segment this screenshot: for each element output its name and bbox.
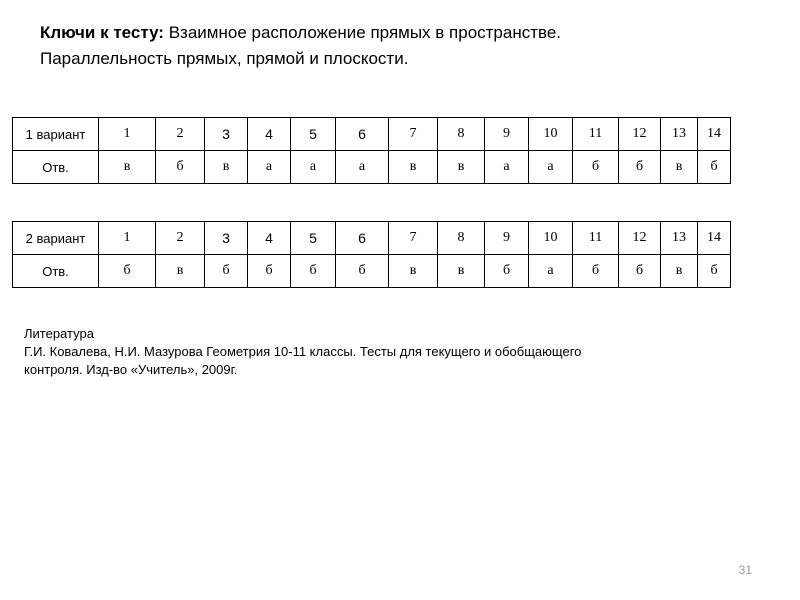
question-number: 5: [291, 118, 336, 151]
answer-cell: б: [156, 151, 205, 184]
question-number: 1: [99, 118, 156, 151]
table-row-answers: [13, 151, 731, 184]
answer-cell: б: [248, 255, 291, 288]
literature-line-1: Г.И. Ковалева, Н.И. Мазурова Геометрия 10-11 классы. Тесты для текущего и обобщающего: [24, 344, 582, 359]
question-number: 11: [573, 118, 619, 151]
question-number: 11: [573, 222, 619, 255]
question-number: 14: [698, 118, 731, 151]
question-number: 13: [661, 222, 698, 255]
question-number: 4: [248, 118, 291, 151]
answer-row-label: Отв.: [13, 151, 99, 184]
answer-cell: в: [661, 151, 698, 184]
page-title: [40, 20, 760, 72]
answer-cell: б: [291, 255, 336, 288]
literature-line-2: контроля. Изд-во «Учитель», 2009г.: [24, 362, 238, 377]
answer-table-variant-2: [12, 221, 731, 288]
answer-cell: в: [205, 151, 248, 184]
title-line-2: Параллельность прямых, прямой и плоскости.: [40, 49, 409, 68]
table-row-numbers: [13, 222, 731, 255]
question-number: 8: [438, 118, 485, 151]
question-number: 12: [619, 118, 661, 151]
answer-cell: а: [291, 151, 336, 184]
question-number: 14: [698, 222, 731, 255]
table-row-answers: [13, 255, 731, 288]
question-number: 3: [205, 118, 248, 151]
title-bold-prefix: Ключи к тесту:: [40, 23, 164, 42]
answer-row-label: Отв.: [13, 255, 99, 288]
answer-cell: а: [248, 151, 291, 184]
question-number: 9: [485, 222, 529, 255]
answer-cell: б: [698, 255, 731, 288]
title-line-1: [40, 20, 760, 46]
answer-table-variant-1: [12, 117, 731, 184]
answer-cell: б: [573, 151, 619, 184]
answer-cell: а: [529, 255, 573, 288]
answer-cell: а: [485, 151, 529, 184]
answer-cell: а: [336, 151, 389, 184]
answer-cell: б: [573, 255, 619, 288]
question-number: 4: [248, 222, 291, 255]
question-number: 6: [336, 222, 389, 255]
page-number: 31: [738, 563, 752, 577]
answer-cell: б: [336, 255, 389, 288]
question-number: 10: [529, 118, 573, 151]
question-number: 5: [291, 222, 336, 255]
question-number: 2: [156, 222, 205, 255]
literature-heading: Литература: [24, 326, 94, 341]
answer-cell: в: [99, 151, 156, 184]
question-number: 6: [336, 118, 389, 151]
question-number: 13: [661, 118, 698, 151]
question-number: 3: [205, 222, 248, 255]
question-number: 7: [389, 118, 438, 151]
answer-cell: а: [529, 151, 573, 184]
table-row-numbers: [13, 118, 731, 151]
question-number: 9: [485, 118, 529, 151]
answer-cell: в: [438, 151, 485, 184]
answer-cell: б: [99, 255, 156, 288]
literature-section: [24, 325, 744, 379]
answer-cell: б: [205, 255, 248, 288]
answer-cell: в: [389, 151, 438, 184]
answer-cell: в: [389, 255, 438, 288]
answer-cell: б: [619, 255, 661, 288]
question-number: 2: [156, 118, 205, 151]
answer-cell: б: [698, 151, 731, 184]
question-number: 8: [438, 222, 485, 255]
question-number: 12: [619, 222, 661, 255]
variant-label: 1 вариант: [13, 118, 99, 151]
answer-cell: б: [619, 151, 661, 184]
answer-cell: в: [156, 255, 205, 288]
question-number: 10: [529, 222, 573, 255]
title-text-1: Взаимное расположение прямых в пространстве.: [168, 23, 562, 42]
variant-label: 2 вариант: [13, 222, 99, 255]
answer-cell: в: [661, 255, 698, 288]
question-number: 7: [389, 222, 438, 255]
answer-cell: б: [485, 255, 529, 288]
answer-cell: в: [438, 255, 485, 288]
question-number: 1: [99, 222, 156, 255]
